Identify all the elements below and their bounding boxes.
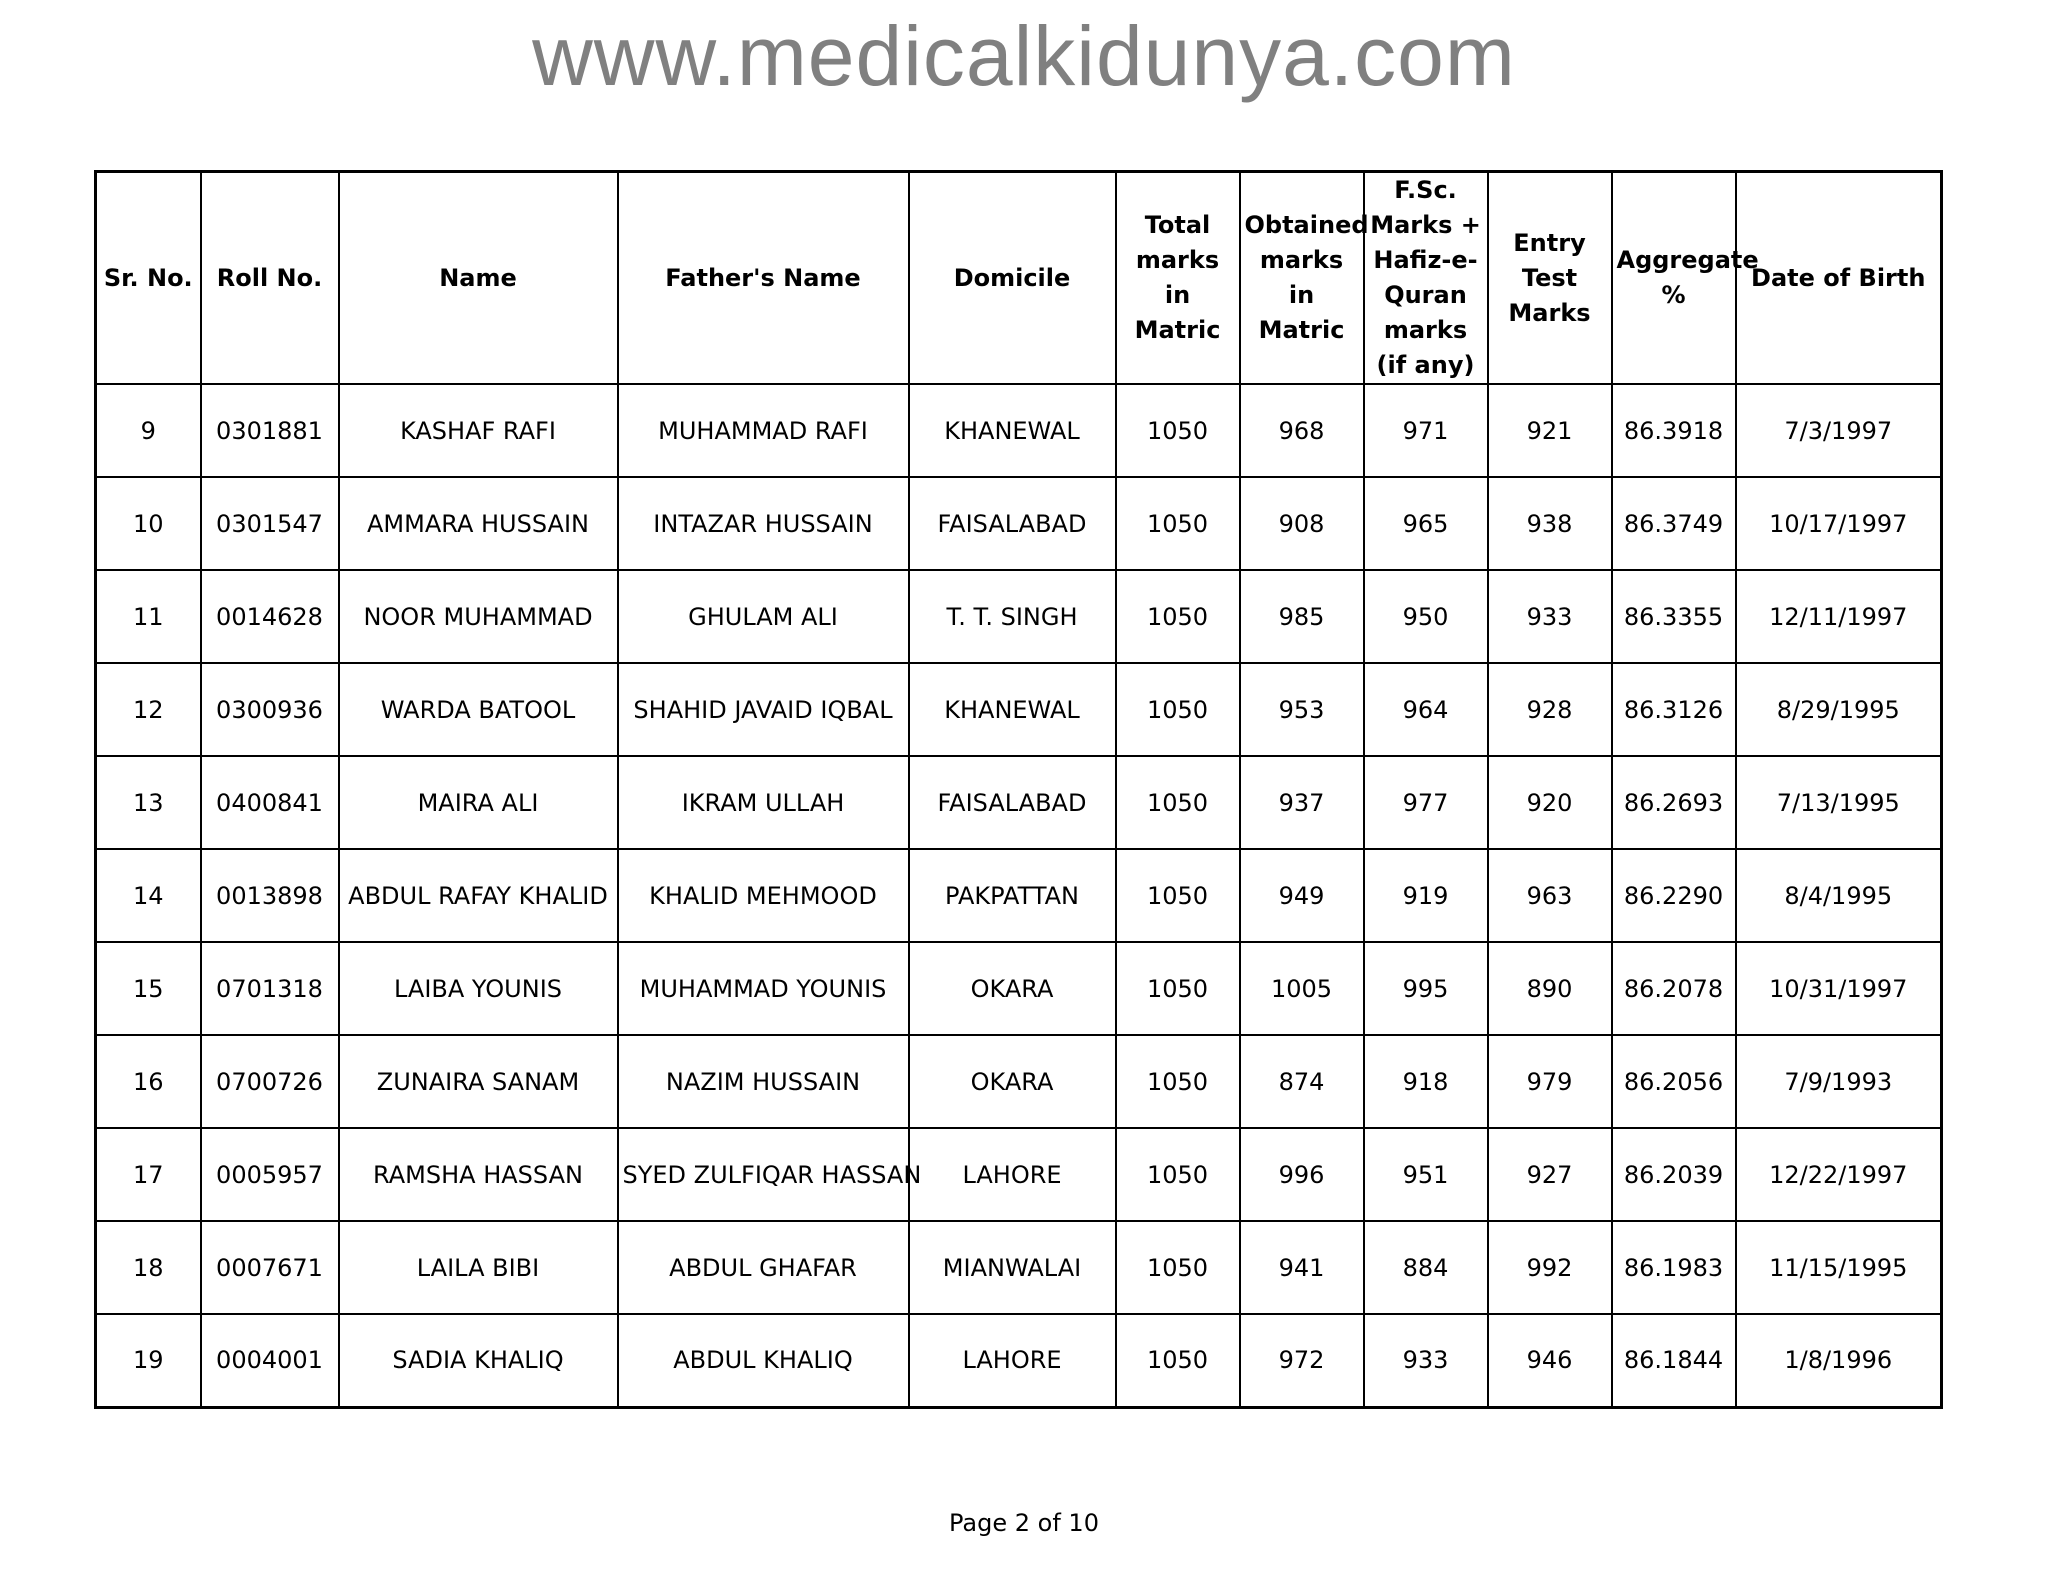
- cell-fsc-marks: 950: [1364, 570, 1488, 663]
- header-total-matric: Total marks in Matric: [1116, 172, 1240, 385]
- cell-fsc-marks: 951: [1364, 1128, 1488, 1221]
- merit-list-table: [94, 170, 1943, 1409]
- header-fsc-marks: F.Sc. Marks + Hafiz-e-Quran marks (if any): [1364, 172, 1488, 385]
- table-row: [96, 477, 1942, 570]
- cell-roll-no: 0007671: [201, 1221, 339, 1314]
- header-entry-test: Entry Test Marks: [1488, 172, 1612, 385]
- cell-fsc-marks: 964: [1364, 663, 1488, 756]
- cell-domicile: LAHORE: [909, 1314, 1116, 1407]
- cell-obtained-matric: 908: [1240, 477, 1364, 570]
- cell-father-name: SYED ZULFIQAR HASSAN: [618, 1128, 909, 1221]
- page-number: Page 2 of 10: [949, 1509, 1099, 1537]
- cell-entry-test: 933: [1488, 570, 1612, 663]
- cell-domicile: FAISALABAD: [909, 756, 1116, 849]
- table-row: [96, 570, 1942, 663]
- cell-fsc-marks: 995: [1364, 942, 1488, 1035]
- table-body: [96, 384, 1942, 1407]
- cell-domicile: PAKPATTAN: [909, 849, 1116, 942]
- cell-domicile: MIANWALAI: [909, 1221, 1116, 1314]
- cell-entry-test: 938: [1488, 477, 1612, 570]
- cell-date-of-birth: 1/8/1996: [1736, 1314, 1942, 1407]
- header-row: [96, 172, 1942, 385]
- cell-obtained-matric: 985: [1240, 570, 1364, 663]
- cell-obtained-matric: 941: [1240, 1221, 1364, 1314]
- cell-aggregate: 86.3355: [1612, 570, 1736, 663]
- cell-name: ZUNAIRA SANAM: [339, 1035, 618, 1128]
- cell-father-name: ABDUL GHAFAR: [618, 1221, 909, 1314]
- cell-total-matric: 1050: [1116, 384, 1240, 477]
- cell-sr-no: 9: [96, 384, 201, 477]
- table-row: [96, 663, 1942, 756]
- cell-entry-test: 920: [1488, 756, 1612, 849]
- cell-roll-no: 0004001: [201, 1314, 339, 1407]
- cell-domicile: LAHORE: [909, 1128, 1116, 1221]
- table-row: [96, 1035, 1942, 1128]
- cell-domicile: KHANEWAL: [909, 384, 1116, 477]
- cell-domicile: OKARA: [909, 1035, 1116, 1128]
- cell-roll-no: 0013898: [201, 849, 339, 942]
- cell-name: MAIRA ALI: [339, 756, 618, 849]
- cell-father-name: INTAZAR HUSSAIN: [618, 477, 909, 570]
- cell-roll-no: 0301881: [201, 384, 339, 477]
- cell-date-of-birth: 12/11/1997: [1736, 570, 1942, 663]
- header-name: Name: [339, 172, 618, 385]
- cell-fsc-marks: 884: [1364, 1221, 1488, 1314]
- cell-roll-no: 0700726: [201, 1035, 339, 1128]
- cell-entry-test: 992: [1488, 1221, 1612, 1314]
- cell-name: SADIA KHALIQ: [339, 1314, 618, 1407]
- cell-total-matric: 1050: [1116, 1128, 1240, 1221]
- cell-fsc-marks: 919: [1364, 849, 1488, 942]
- cell-name: AMMARA HUSSAIN: [339, 477, 618, 570]
- cell-obtained-matric: 1005: [1240, 942, 1364, 1035]
- cell-name: LAIBA YOUNIS: [339, 942, 618, 1035]
- cell-name: WARDA BATOOL: [339, 663, 618, 756]
- cell-roll-no: 0005957: [201, 1128, 339, 1221]
- cell-roll-no: 0400841: [201, 756, 339, 849]
- cell-fsc-marks: 971: [1364, 384, 1488, 477]
- cell-sr-no: 15: [96, 942, 201, 1035]
- cell-domicile: KHANEWAL: [909, 663, 1116, 756]
- cell-entry-test: 946: [1488, 1314, 1612, 1407]
- cell-name: RAMSHA HASSAN: [339, 1128, 618, 1221]
- header-aggregate: Aggregate %: [1612, 172, 1736, 385]
- watermark-url: www.medicalkidunya.com: [532, 9, 1516, 103]
- cell-total-matric: 1050: [1116, 849, 1240, 942]
- cell-father-name: MUHAMMAD YOUNIS: [618, 942, 909, 1035]
- cell-father-name: GHULAM ALI: [618, 570, 909, 663]
- cell-roll-no: 0301547: [201, 477, 339, 570]
- cell-fsc-marks: 933: [1364, 1314, 1488, 1407]
- cell-total-matric: 1050: [1116, 477, 1240, 570]
- cell-father-name: SHAHID JAVAID IQBAL: [618, 663, 909, 756]
- cell-aggregate: 86.2056: [1612, 1035, 1736, 1128]
- cell-name: LAILA BIBI: [339, 1221, 618, 1314]
- cell-sr-no: 11: [96, 570, 201, 663]
- cell-sr-no: 16: [96, 1035, 201, 1128]
- header-roll-no: Roll No.: [201, 172, 339, 385]
- cell-father-name: MUHAMMAD RAFI: [618, 384, 909, 477]
- cell-date-of-birth: 10/31/1997: [1736, 942, 1942, 1035]
- cell-aggregate: 86.2078: [1612, 942, 1736, 1035]
- cell-obtained-matric: 874: [1240, 1035, 1364, 1128]
- cell-father-name: NAZIM HUSSAIN: [618, 1035, 909, 1128]
- cell-sr-no: 19: [96, 1314, 201, 1407]
- cell-sr-no: 18: [96, 1221, 201, 1314]
- cell-aggregate: 86.1983: [1612, 1221, 1736, 1314]
- header-domicile: Domicile: [909, 172, 1116, 385]
- cell-father-name: IKRAM ULLAH: [618, 756, 909, 849]
- cell-aggregate: 86.2290: [1612, 849, 1736, 942]
- header-obtained-matric: Obtained marks in Matric: [1240, 172, 1364, 385]
- cell-name: NOOR MUHAMMAD: [339, 570, 618, 663]
- cell-sr-no: 10: [96, 477, 201, 570]
- cell-total-matric: 1050: [1116, 756, 1240, 849]
- cell-total-matric: 1050: [1116, 942, 1240, 1035]
- cell-date-of-birth: 7/3/1997: [1736, 384, 1942, 477]
- cell-roll-no: 0701318: [201, 942, 339, 1035]
- table-row: [96, 849, 1942, 942]
- cell-date-of-birth: 11/15/1995: [1736, 1221, 1942, 1314]
- cell-sr-no: 13: [96, 756, 201, 849]
- cell-name: KASHAF RAFI: [339, 384, 618, 477]
- cell-aggregate: 86.2039: [1612, 1128, 1736, 1221]
- cell-entry-test: 921: [1488, 384, 1612, 477]
- cell-sr-no: 12: [96, 663, 201, 756]
- table-header: [96, 172, 1942, 385]
- cell-entry-test: 979: [1488, 1035, 1612, 1128]
- cell-aggregate: 86.1844: [1612, 1314, 1736, 1407]
- cell-obtained-matric: 996: [1240, 1128, 1364, 1221]
- cell-fsc-marks: 977: [1364, 756, 1488, 849]
- cell-name: ABDUL RAFAY KHALID: [339, 849, 618, 942]
- cell-date-of-birth: 8/29/1995: [1736, 663, 1942, 756]
- cell-roll-no: 0300936: [201, 663, 339, 756]
- cell-obtained-matric: 953: [1240, 663, 1364, 756]
- cell-aggregate: 86.3126: [1612, 663, 1736, 756]
- cell-fsc-marks: 965: [1364, 477, 1488, 570]
- header-father-name: Father's Name: [618, 172, 909, 385]
- cell-entry-test: 963: [1488, 849, 1612, 942]
- header-date-of-birth: Date of Birth: [1736, 172, 1942, 385]
- cell-roll-no: 0014628: [201, 570, 339, 663]
- cell-entry-test: 927: [1488, 1128, 1612, 1221]
- cell-date-of-birth: 8/4/1995: [1736, 849, 1942, 942]
- header-sr-no: Sr. No.: [96, 172, 201, 385]
- table-row: [96, 384, 1942, 477]
- cell-domicile: T. T. SINGH: [909, 570, 1116, 663]
- cell-total-matric: 1050: [1116, 570, 1240, 663]
- cell-domicile: OKARA: [909, 942, 1116, 1035]
- cell-date-of-birth: 7/13/1995: [1736, 756, 1942, 849]
- cell-aggregate: 86.2693: [1612, 756, 1736, 849]
- cell-fsc-marks: 918: [1364, 1035, 1488, 1128]
- table-row: [96, 1221, 1942, 1314]
- cell-total-matric: 1050: [1116, 1314, 1240, 1407]
- cell-total-matric: 1050: [1116, 663, 1240, 756]
- cell-sr-no: 17: [96, 1128, 201, 1221]
- cell-obtained-matric: 968: [1240, 384, 1364, 477]
- cell-aggregate: 86.3918: [1612, 384, 1736, 477]
- cell-sr-no: 14: [96, 849, 201, 942]
- table-row: [96, 942, 1942, 1035]
- cell-father-name: ABDUL KHALIQ: [618, 1314, 909, 1407]
- cell-date-of-birth: 10/17/1997: [1736, 477, 1942, 570]
- table-row: [96, 756, 1942, 849]
- cell-obtained-matric: 972: [1240, 1314, 1364, 1407]
- cell-total-matric: 1050: [1116, 1221, 1240, 1314]
- cell-date-of-birth: 12/22/1997: [1736, 1128, 1942, 1221]
- cell-total-matric: 1050: [1116, 1035, 1240, 1128]
- cell-obtained-matric: 949: [1240, 849, 1364, 942]
- cell-domicile: FAISALABAD: [909, 477, 1116, 570]
- cell-date-of-birth: 7/9/1993: [1736, 1035, 1942, 1128]
- cell-entry-test: 890: [1488, 942, 1612, 1035]
- table-row: [96, 1128, 1942, 1221]
- cell-aggregate: 86.3749: [1612, 477, 1736, 570]
- cell-obtained-matric: 937: [1240, 756, 1364, 849]
- table-row: [96, 1314, 1942, 1407]
- cell-entry-test: 928: [1488, 663, 1612, 756]
- cell-father-name: KHALID MEHMOOD: [618, 849, 909, 942]
